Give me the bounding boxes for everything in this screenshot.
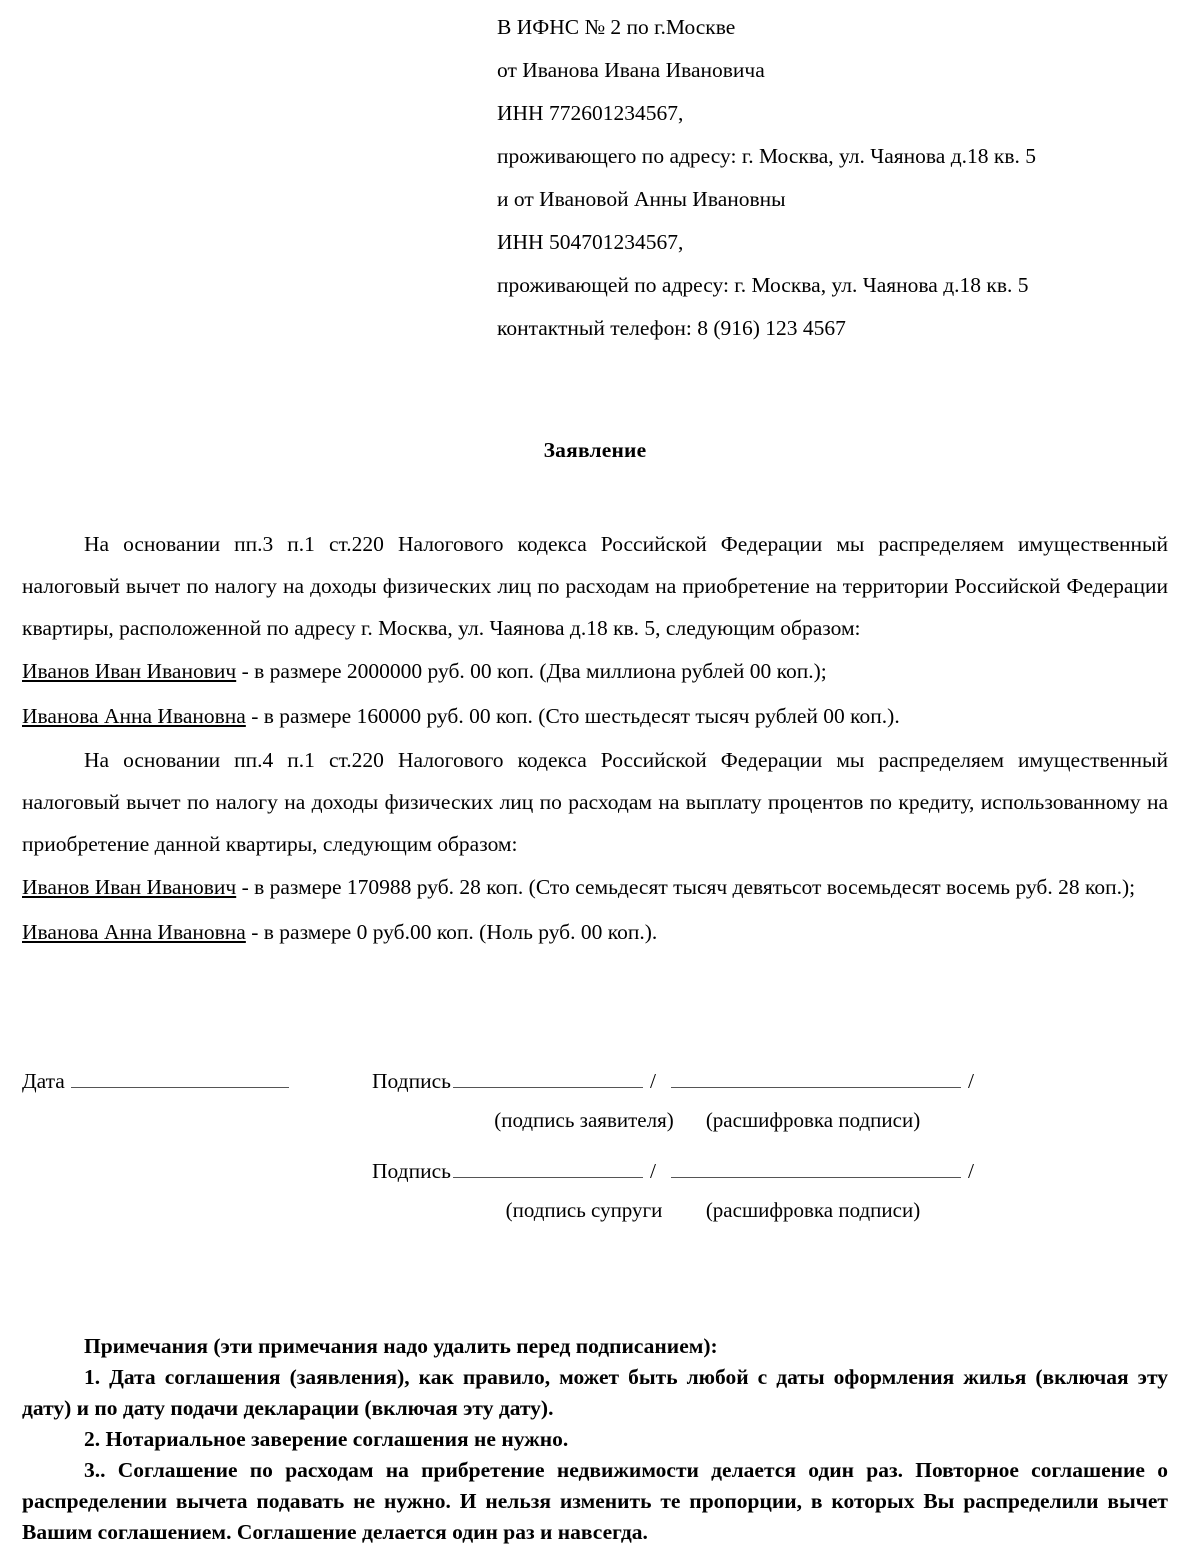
paragraph-interest-deduction: На основании пп.4 п.1 ст.220 Налогового кодекса Российской Федерации мы распределяем имущественный налоговый вычет по налогу на доходы физических лиц по расходам на выплату процентов по кредиту, использованному на приобретение данной квартиры, следующим образом: bbox=[22, 748, 1168, 856]
allocation-amount-spouse: - в размере 160000 руб. 00 коп. (Сто шестьдесят тысяч рублей 00 коп.). bbox=[245, 704, 900, 728]
document-body bbox=[22, 523, 1168, 955]
signature-row-applicant bbox=[372, 1068, 981, 1094]
signature-decode-line-applicant[interactable] bbox=[671, 1068, 961, 1088]
notes-section bbox=[22, 1331, 1168, 1548]
allocation-name-applicant: Иванов Иван Иванович bbox=[22, 659, 237, 683]
signature-input-line-spouse[interactable] bbox=[453, 1158, 643, 1178]
signature-label-spouse: Подпись bbox=[372, 1159, 451, 1183]
header-line-spouse-name: и от Ивановой Анны Ивановны bbox=[497, 187, 786, 211]
sub-label-decode-spouse: (расшифровка подписи) bbox=[705, 1198, 921, 1222]
header-line-phone: контактный телефон: 8 (916) 123 4567 bbox=[497, 316, 846, 340]
header-line-spouse-inn: ИНН 504701234567, bbox=[497, 230, 684, 254]
allocation-row-property-applicant bbox=[22, 649, 1168, 694]
signature-decode-line-spouse[interactable] bbox=[671, 1158, 961, 1178]
note-item-2: 2. Нотариальное заверение соглашения не нужно. bbox=[84, 1427, 569, 1451]
page-title: Заявление bbox=[543, 438, 647, 462]
header-line-applicant-name: от Иванова Ивана Ивановича bbox=[497, 58, 765, 82]
allocation-interest-name-spouse: Иванова Анна Ивановна bbox=[22, 920, 246, 944]
date-input-line[interactable] bbox=[71, 1068, 289, 1088]
header-line-applicant-inn: ИНН 772601234567, bbox=[497, 101, 684, 125]
signature-trailing-separator-spouse: / bbox=[967, 1159, 974, 1183]
notes-heading: Примечания (эти примечания надо удалить перед подписанием): bbox=[84, 1334, 718, 1358]
header-line-inspectorate: В ИФНС № 2 по г.Москве bbox=[497, 15, 736, 39]
note-item-3: 3.. Соглашение по расходам на прибретение недвижимости делается один раз. Повторное соглашение о распределении вычета подавать не нужно. И нельзя изменить те пропорции, в которых Вы распределили вычет Вашим соглашением. Соглашение делается один раз и навсегда. bbox=[22, 1458, 1168, 1544]
note-item-1: 1. Дата соглашения (заявления), как правило, может быть любой с даты оформления жилья (включая эту дату) и по дату подачи декларации (включая эту дату). bbox=[22, 1365, 1168, 1420]
header-line-applicant-address: проживающего по адресу: г. Москва, ул. Чаянова д.18 кв. 5 bbox=[497, 144, 1037, 168]
allocation-name-spouse: Иванова Анна Ивановна bbox=[22, 704, 246, 728]
sub-label-signature-applicant: (подпись заявителя) bbox=[494, 1108, 674, 1132]
signature-separator-spouse: / bbox=[649, 1159, 656, 1183]
date-field-row bbox=[22, 1068, 289, 1094]
signature-label-applicant: Подпись bbox=[372, 1069, 451, 1093]
paragraph-property-deduction: На основании пп.3 п.1 ст.220 Налогового кодекса Российской Федерации мы распределяем имущественный налоговый вычет по налогу на доходы физических лиц по расходам на приобретение на территории Российской Федерации квартиры, расположенной по адресу г. Москва, ул. Чаянова д.18 кв. 5, следующим образом: bbox=[22, 532, 1168, 640]
header-line-spouse-address: проживающей по адресу: г. Москва, ул. Чаянова д.18 кв. 5 bbox=[497, 273, 1029, 297]
sub-label-signature-spouse: (подпись супруги bbox=[505, 1198, 663, 1222]
allocation-row-property-spouse bbox=[22, 694, 1168, 739]
sub-label-decode-applicant: (расшифровка подписи) bbox=[705, 1108, 921, 1132]
date-label: Дата bbox=[22, 1069, 65, 1093]
allocation-interest-amount-spouse: - в размере 0 руб.00 коп. (Ноль руб. 00 коп.). bbox=[245, 920, 658, 944]
allocation-row-interest-applicant bbox=[22, 865, 1168, 910]
signature-trailing-separator-applicant: / bbox=[967, 1069, 974, 1093]
allocation-interest-name-applicant: Иванов Иван Иванович bbox=[22, 875, 237, 899]
allocation-interest-amount-applicant: - в размере 170988 руб. 28 коп. (Сто семьдесят тысяч девятьсот восемьдесят восемь руб. 28 коп.); bbox=[236, 875, 1136, 899]
addressee-header-block bbox=[497, 6, 1157, 350]
allocation-amount-applicant: - в размере 2000000 руб. 00 коп. (Два миллиона рублей 00 коп.); bbox=[236, 659, 827, 683]
signature-separator-applicant: / bbox=[649, 1069, 656, 1093]
allocation-row-interest-spouse bbox=[22, 910, 1168, 955]
signature-block bbox=[0, 1062, 1190, 1312]
signature-row-spouse bbox=[372, 1158, 981, 1184]
signature-input-line-applicant[interactable] bbox=[453, 1068, 643, 1088]
